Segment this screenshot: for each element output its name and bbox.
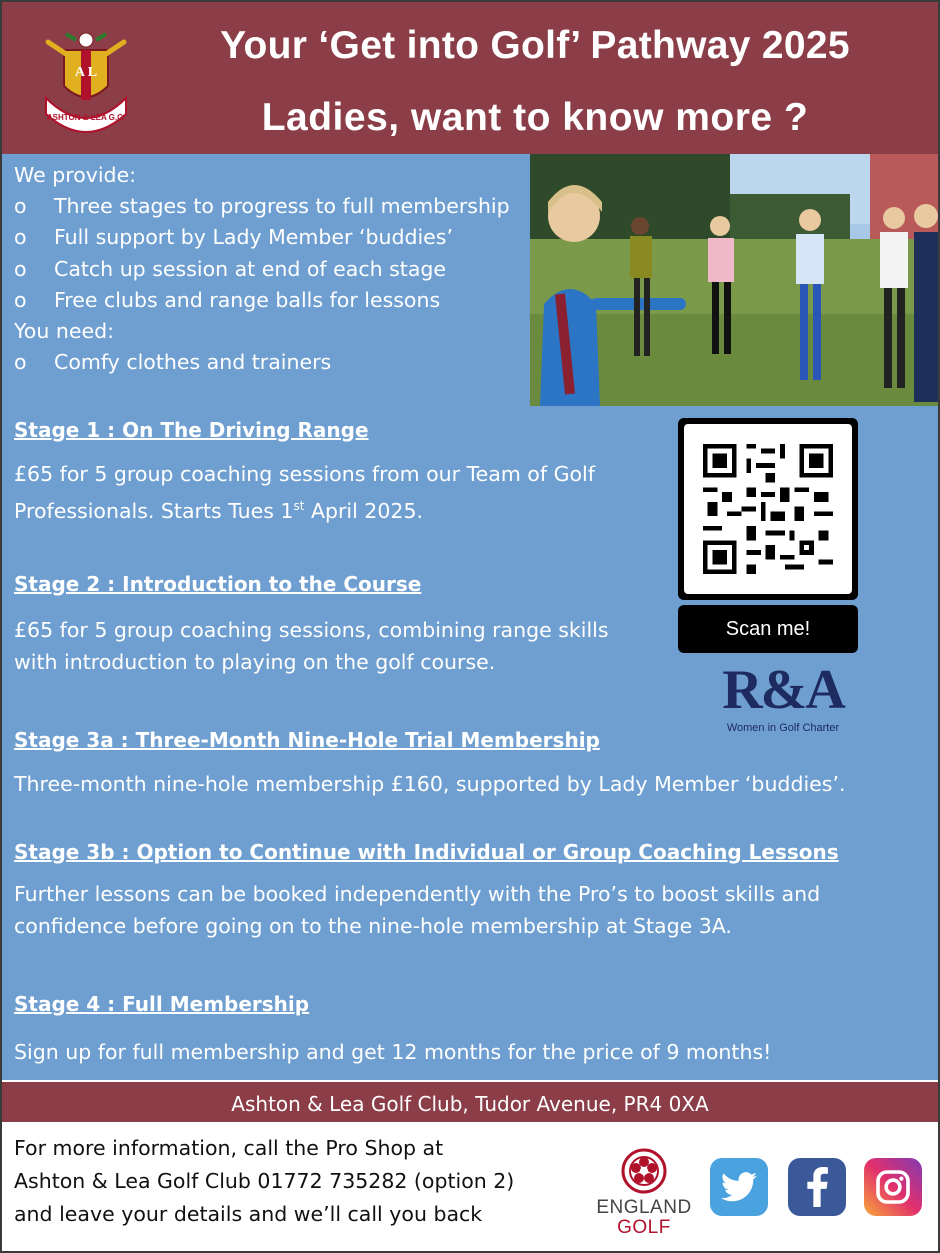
contact-line-2: Ashton & Lea Golf Club 01772 735282 (option 2)	[14, 1169, 515, 1193]
header-banner	[2, 2, 938, 154]
footer	[2, 1122, 938, 1251]
main-title: Your ‘Get into Golf’ Pathway 2025	[220, 24, 850, 67]
crest-motto: ASHTON & LEA G.C.	[46, 113, 126, 122]
crest-letters: A L	[74, 65, 98, 80]
contact-info	[14, 1132, 574, 1231]
stage-1-body: £65 for 5 group coaching sessions from our Team of Golf Professionals. Starts Tues 1st April 2025.	[14, 462, 595, 523]
rose-icon	[621, 1148, 667, 1194]
provide-heading: We provide:	[14, 163, 137, 187]
ra-women-in-golf-logo	[708, 660, 858, 740]
group-lesson-photo	[530, 154, 938, 406]
stage-4-heading: Stage 4 : Full Membership	[14, 992, 310, 1016]
ra-mark: R&A	[722, 659, 844, 721]
bullet-icon: o	[14, 287, 27, 312]
subtitle: Ladies, want to know more ?	[261, 96, 809, 139]
qr-code[interactable]	[678, 418, 858, 600]
list-item: o Catch up session at end of each stage	[14, 254, 530, 285]
content-panel	[2, 154, 938, 1080]
need-heading: You need:	[14, 319, 114, 344]
england-golf-logo	[584, 1148, 704, 1238]
list-item: o Comfy clothes and trainers	[14, 347, 530, 378]
stage-3b-body: Further lessons can be booked independently with the Pro’s to boost skills and confidence before going on to the nine-hole membership at Stage 3A.	[14, 882, 821, 938]
provide-list	[14, 160, 530, 378]
twitter-icon[interactable]	[710, 1158, 768, 1216]
stage-4-body: Sign up for full membership and get 12 months for the price of 9 months!	[14, 1040, 772, 1064]
instagram-icon[interactable]	[864, 1158, 922, 1216]
bullet-icon: o	[14, 194, 27, 219]
stage-1-heading: Stage 1 : On The Driving Range	[14, 418, 369, 442]
list-item: o Three stages to progress to full membership	[14, 191, 530, 222]
scan-me-label: Scan me!	[678, 605, 858, 653]
golf-text: GOLF	[617, 1217, 671, 1238]
list-item: o Free clubs and range balls for lessons	[14, 285, 530, 316]
stage-2-heading: Stage 2 : Introduction to the Course	[14, 572, 422, 596]
ra-subtitle: Women in Golf Charter	[726, 722, 840, 734]
bullet-icon: o	[14, 256, 27, 281]
qr-code-icon	[698, 439, 838, 579]
facebook-icon[interactable]	[788, 1158, 846, 1216]
contact-line-3: and leave your details and we’ll call you back	[14, 1202, 483, 1226]
club-address: Ashton & Lea Golf Club, Tudor Avenue, PR4 0XA	[2, 1082, 938, 1122]
stage-3a-body: Three-month nine-hole membership £160, supported by Lady Member ‘buddies’.	[14, 772, 846, 796]
bullet-icon: o	[14, 225, 27, 250]
contact-line-1: For more information, call the Pro Shop at	[14, 1136, 444, 1160]
list-item: o Full support by Lady Member ‘buddies’	[14, 222, 530, 253]
stage-3b-heading: Stage 3b : Option to Continue with Individual or Group Coaching Lessons	[14, 840, 839, 864]
england-text: ENGLAND	[596, 1197, 692, 1218]
club-crest-logo	[26, 28, 146, 140]
bullet-icon: o	[14, 350, 27, 375]
stage-3a-heading: Stage 3a : Three-Month Nine-Hole Trial Membership	[14, 728, 600, 752]
stage-2-body: £65 for 5 group coaching sessions, combining range skills with introduction to playing on the golf course.	[14, 618, 609, 674]
